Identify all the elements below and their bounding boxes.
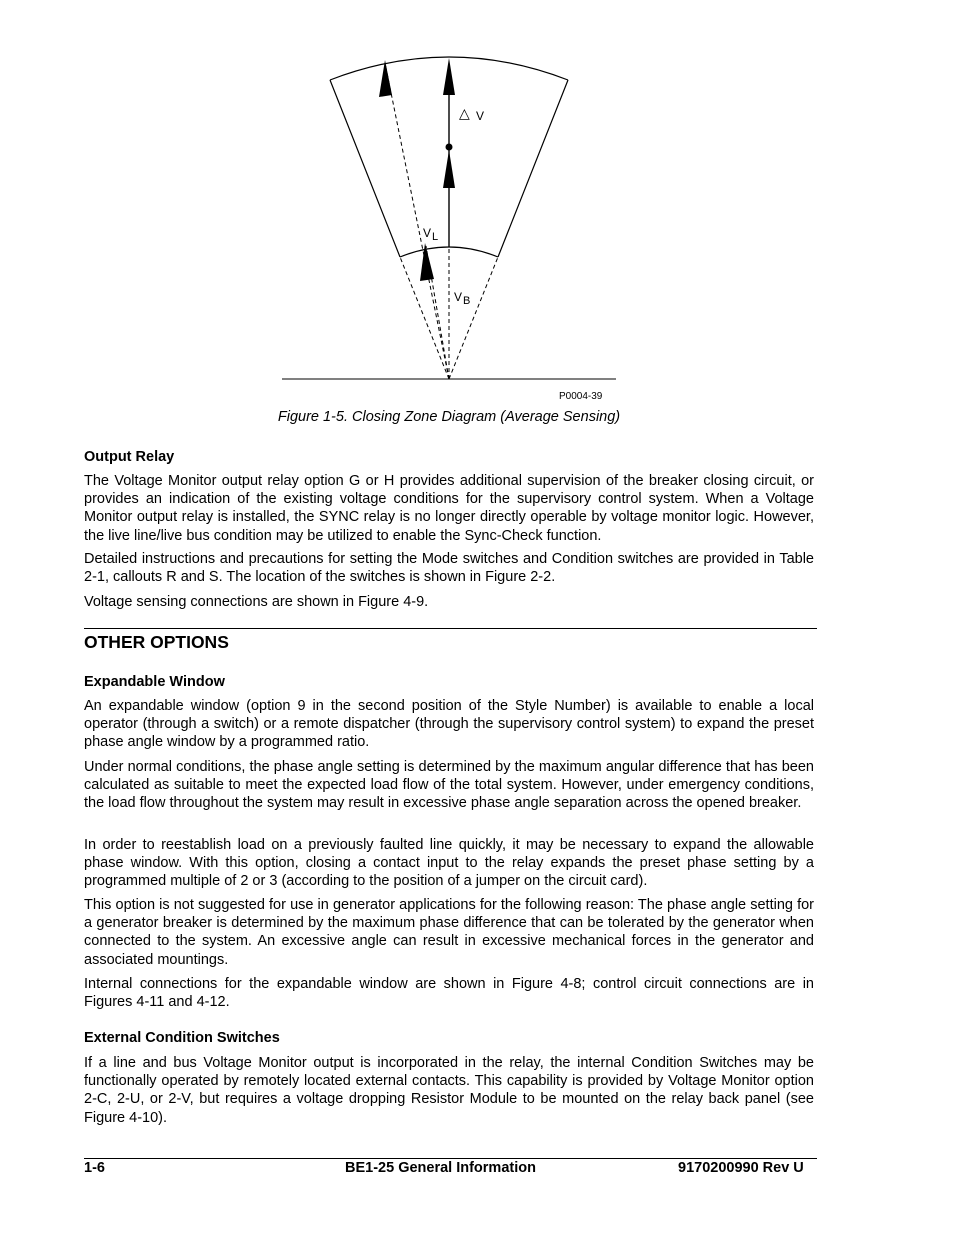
footer-rule — [84, 1158, 817, 1159]
output-relay-heading: Output Relay — [84, 449, 175, 465]
external-condition-paragraph-1: If a line and bus Voltage Monitor output is incorporated in the relay, the internal Condition Switches may be functionally operated by remotely located external contacts. This capability is provided by Voltage Monitor option 2-C, 2-U, or 2-V, but requires a voltage dropping Resistor Module to be mounted on the relay back panel (see Figure 4-10). — [84, 1055, 814, 1126]
vb-label-main: V — [454, 290, 463, 304]
closing-zone-diagram — [270, 50, 630, 410]
vb-label-sub: B — [463, 295, 471, 307]
outer-sector-right-edge — [498, 80, 568, 257]
delta-v-top-arrowhead — [443, 58, 455, 95]
expandable-window-paragraph-3: In order to reestablish load on a previously faulted line quickly, it may be necessary to expand the allowable phase window. With this option, closing a contact input to the relay expands the preset phase setting by a programmed multiple of 2 or 3 (according to the position of a jumper on the circuit card). — [84, 837, 814, 890]
delta-v-mid-arrowhead — [443, 150, 455, 188]
delta-v-label: V — [476, 109, 485, 123]
delta-symbol: △ — [459, 105, 470, 121]
long-dashed-vector-arrowhead — [379, 60, 392, 97]
output-relay-paragraph-1: The Voltage Monitor output relay option G or H provides additional supervision of the breaker closing circuit, or provides an indication of the existing voltage conditions for the supervisory control system. When a Voltage Monitor output relay is installed, the SYNC relay is no longer directly operable by voltage monitor logic. However, the live line/live bus condition may be utilized to enable the Sync-Check function. — [84, 473, 814, 544]
expandable-window-paragraph-5: Internal connections for the expandable window are shown in Figure 4-8; control circuit connections are in Figures 4-11 and 4-12. — [84, 976, 814, 1011]
delta-v-midpoint-dot — [446, 144, 453, 151]
figure-part-number: P0004-39 — [559, 391, 603, 402]
vl-label-main: V — [423, 226, 432, 240]
footer-document-number: 9170200990 Rev U — [678, 1160, 804, 1176]
other-options-heading: OTHER OPTIONS — [84, 632, 229, 652]
expandable-window-heading: Expandable Window — [84, 674, 225, 690]
output-relay-paragraph-3: Voltage sensing connections are shown in Figure 4-9. — [84, 594, 429, 610]
footer-page-number: 1-6 — [84, 1160, 105, 1176]
output-relay-paragraph-2: Detailed instructions and precautions for setting the Mode switches and Condition switches are provided in Table 2-1, callouts R and S. The location of the switches is shown in Figure 2-2. — [84, 551, 814, 586]
footer-title: BE1-25 General Information — [345, 1160, 536, 1176]
figure-caption: Figure 1-5. Closing Zone Diagram (Average Sensing) — [277, 409, 621, 425]
long-dashed-vector — [385, 63, 449, 379]
expandable-window-paragraph-2: Under normal conditions, the phase angle setting is determined by the maximum angular difference that has been calculated as suitable to meet the expected load flow of the total system. However, under emergency conditions, the load flow throughout the system may result in excessive phase angle separation across the opened breaker. — [84, 759, 814, 812]
expandable-window-paragraph-1: An expandable window (option 9 in the second position of the Style Number) is available to enable a local operator (through a switch) or a remote dispatcher (through the supervisory control system) to expand the preset phase angle window by a programmed ratio. — [84, 698, 814, 751]
section-divider — [84, 628, 817, 629]
expandable-window-paragraph-4: This option is not suggested for use in generator applications for the following reason: The phase angle setting for a generator breaker is determined by the maximum phase difference that can be tolerated by the generator when connected to the system. An excessive angle can result in excessive mechanical forces in the generator and associated mountings. — [84, 897, 814, 968]
outer-sector-left-edge — [330, 80, 400, 257]
external-condition-heading: External Condition Switches — [84, 1030, 280, 1046]
inner-right-dashed-line — [449, 257, 498, 379]
vl-label-sub: L — [432, 231, 439, 243]
